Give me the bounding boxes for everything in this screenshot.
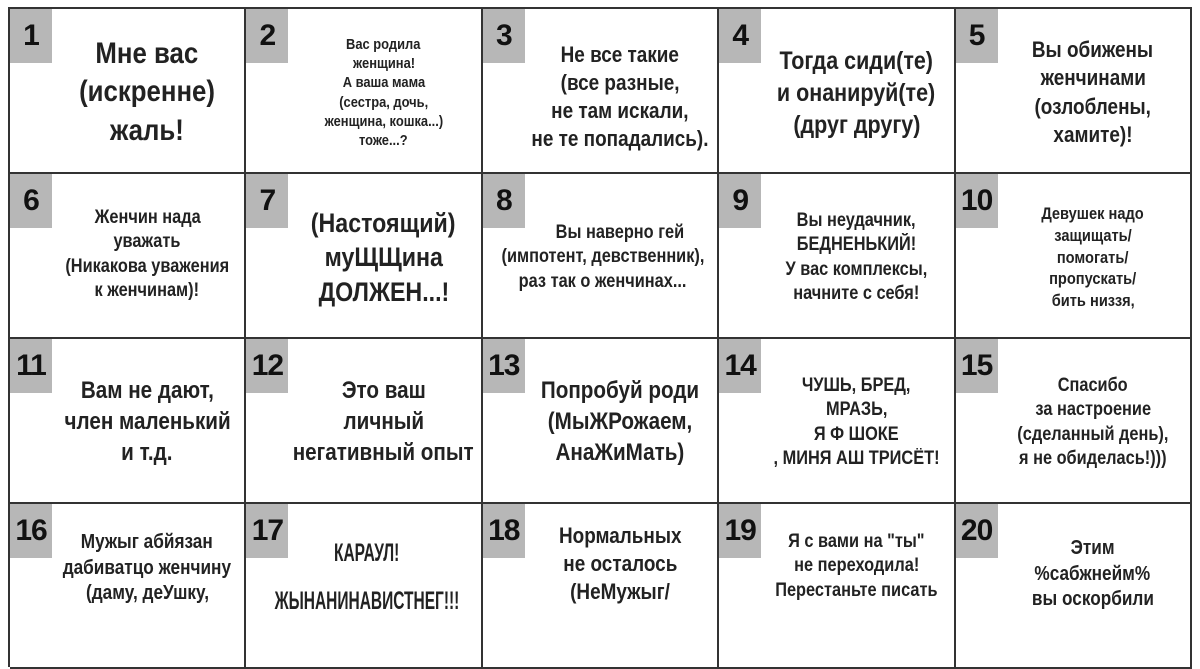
cell-line: (НеМужыг/ <box>570 579 670 605</box>
bingo-cell-20 <box>956 504 1192 669</box>
cell-text <box>527 23 713 162</box>
cell-line: Тогда сиди(те) <box>779 46 934 75</box>
cell-line: У вас комплексы, <box>785 258 928 280</box>
bingo-cell-10 <box>956 174 1192 339</box>
cell-number: 17 <box>246 504 288 558</box>
cell-line: раз так о женчинах... <box>519 270 687 292</box>
cell-line: Вам не дают, <box>80 377 214 405</box>
cell-number: 3 <box>483 9 525 63</box>
cell-text <box>763 23 949 162</box>
cell-line: ДОЛЖЕН...! <box>318 276 449 307</box>
cell-number: 12 <box>246 339 288 393</box>
cell-line: жаль! <box>110 113 185 147</box>
cell-line: Это ваш <box>341 377 426 405</box>
cell-text <box>54 518 240 657</box>
cell-number: 2 <box>246 9 288 63</box>
bingo-cell-14 <box>719 339 955 504</box>
cell-text <box>290 353 476 492</box>
bingo-cell-8 <box>483 174 719 339</box>
bingo-cell-4 <box>719 9 955 174</box>
bingo-cell-3 <box>483 9 719 174</box>
cell-text <box>493 188 713 327</box>
cell-number: 14 <box>719 339 761 393</box>
cell-line: личный <box>343 408 424 436</box>
bingo-cell-6 <box>10 174 246 339</box>
cell-text <box>290 188 476 327</box>
cell-line: ЧУШЬ, БРЕД, <box>802 374 911 396</box>
cell-text <box>763 188 949 327</box>
cell-line: начните с себя! <box>793 282 920 304</box>
cell-line: (Никакова уважения <box>65 255 230 277</box>
cell-number: 7 <box>246 174 288 228</box>
cell-line: МРАЗЬ, <box>825 399 888 421</box>
bingo-cell-11 <box>10 339 246 504</box>
cell-line: (сестра, дочь, <box>339 93 429 111</box>
cell-number: 5 <box>956 9 998 63</box>
cell-line: Вас родила <box>346 35 421 53</box>
cell-line: (друг другу) <box>792 110 920 139</box>
cell-number: 16 <box>10 504 52 558</box>
cell-text <box>763 353 949 492</box>
cell-text <box>763 518 949 657</box>
cell-line: за настроение <box>1034 399 1151 421</box>
cell-line: муЩЩина <box>324 242 443 273</box>
cell-line: АнаЖиМать) <box>555 438 685 466</box>
cell-line: и т.д. <box>121 438 173 466</box>
cell-number: 8 <box>483 174 525 228</box>
cell-line: и онанируй(те) <box>777 78 936 107</box>
cell-line: Вы обижены <box>1032 37 1154 63</box>
cell-line: Я Ф ШОКЕ <box>813 423 899 445</box>
cell-text <box>527 353 713 492</box>
cell-number: 15 <box>956 339 998 393</box>
bingo-cell-7 <box>246 174 482 339</box>
cell-line: не те попадались). <box>531 126 709 152</box>
cell-number: 19 <box>719 504 761 558</box>
cell-line: (озлоблены, <box>1034 93 1152 119</box>
cell-line: тоже...? <box>359 131 408 149</box>
cell-line: не там искали, <box>551 98 689 124</box>
cell-line: к женчинам)! <box>94 279 200 301</box>
cell-line: женщина, кошка...) <box>324 112 443 130</box>
cell-text <box>54 188 240 327</box>
cell-line: помогать/ <box>1057 247 1129 267</box>
cell-line: Вы наверно гей <box>555 222 685 244</box>
bingo-cell-19 <box>719 504 955 669</box>
cell-number: 18 <box>483 504 525 558</box>
cell-line: (импотент, девственник), <box>501 246 705 268</box>
cell-text <box>290 23 476 162</box>
bingo-cell-2 <box>246 9 482 174</box>
bingo-grid <box>8 7 1192 667</box>
cell-text <box>1000 353 1186 492</box>
cell-line: Женчин нада <box>94 207 201 228</box>
cell-number: 13 <box>483 339 525 393</box>
cell-number: 9 <box>719 174 761 228</box>
cell-number: 11 <box>10 339 52 393</box>
cell-text <box>256 518 476 657</box>
cell-line: Мне вас <box>95 36 199 70</box>
bingo-cell-15 <box>956 339 1192 504</box>
cell-line: Перестаньте писать <box>775 579 938 601</box>
cell-line: БЕДНЕНЬКИЙ! <box>796 234 917 256</box>
cell-number: 6 <box>10 174 52 228</box>
cell-line: женщина! <box>352 55 415 73</box>
cell-line: дабиватцо женчину <box>63 556 232 579</box>
cell-line: (МыЖРожаем, <box>547 408 693 436</box>
cell-line: хамите)! <box>1053 121 1133 147</box>
cell-line: (Настоящий) <box>311 207 456 238</box>
cell-line: ЖЫНАНИНАВИСТНЕГ!!! <box>274 586 459 615</box>
cell-line: %сабжнейм% <box>1034 562 1151 585</box>
cell-text <box>1000 518 1186 657</box>
cell-line: женчинами <box>1040 65 1146 91</box>
cell-line: КАРАУЛ! <box>333 539 400 567</box>
cell-line: вы оскорбили <box>1031 588 1154 611</box>
cell-line: Девушек надо <box>1041 204 1144 224</box>
cell-text <box>1000 23 1186 162</box>
cell-line: (сделанный день), <box>1017 423 1169 445</box>
cell-line: я не обиделась!))) <box>1019 447 1167 469</box>
bingo-cell-12 <box>246 339 482 504</box>
bingo-cell-13 <box>483 339 719 504</box>
cell-line: (все разные, <box>560 70 680 96</box>
cell-line: Я с вами на "ты" <box>788 531 925 552</box>
cell-line: Вы неудачник, <box>796 209 916 231</box>
cell-text <box>54 353 240 492</box>
cell-text <box>527 518 713 657</box>
cell-line: не осталось <box>562 551 678 577</box>
cell-line: Попробуй роди <box>540 377 700 405</box>
cell-line: уважать <box>113 231 181 253</box>
bingo-cell-9 <box>719 174 955 339</box>
cell-line: Спасибо <box>1057 374 1128 396</box>
cell-line: (даму, деУшку, <box>85 582 209 605</box>
cell-line: Не все такие <box>560 42 680 67</box>
bingo-cell-1 <box>10 9 246 174</box>
cell-line: Этим <box>1070 537 1115 559</box>
bingo-cell-5 <box>956 9 1192 174</box>
bingo-cell-17 <box>246 504 482 669</box>
bingo-cell-16 <box>10 504 246 669</box>
cell-line: Нормальных <box>558 523 682 548</box>
cell-line: защищать/ <box>1054 225 1132 245</box>
cell-line: (искренне) <box>79 75 216 109</box>
cell-line: негативный опыт <box>293 438 475 466</box>
cell-text <box>1000 188 1186 327</box>
cell-line: бить низзя, <box>1051 291 1135 311</box>
cell-number: 4 <box>719 9 761 63</box>
cell-line: , МИНЯ АШ ТРИСЁТ! <box>773 447 940 469</box>
cell-line: член маленький <box>64 408 231 436</box>
cell-number: 1 <box>10 9 52 63</box>
bingo-cell-18 <box>483 504 719 669</box>
cell-number: 10 <box>956 174 998 228</box>
cell-line: не переходила! <box>793 555 919 577</box>
cell-number: 20 <box>956 504 998 558</box>
cell-line: пропускать/ <box>1049 269 1137 289</box>
cell-text <box>54 23 240 162</box>
cell-line: Мужыг абйязан <box>81 531 214 553</box>
cell-line: А ваша мама <box>342 74 425 92</box>
